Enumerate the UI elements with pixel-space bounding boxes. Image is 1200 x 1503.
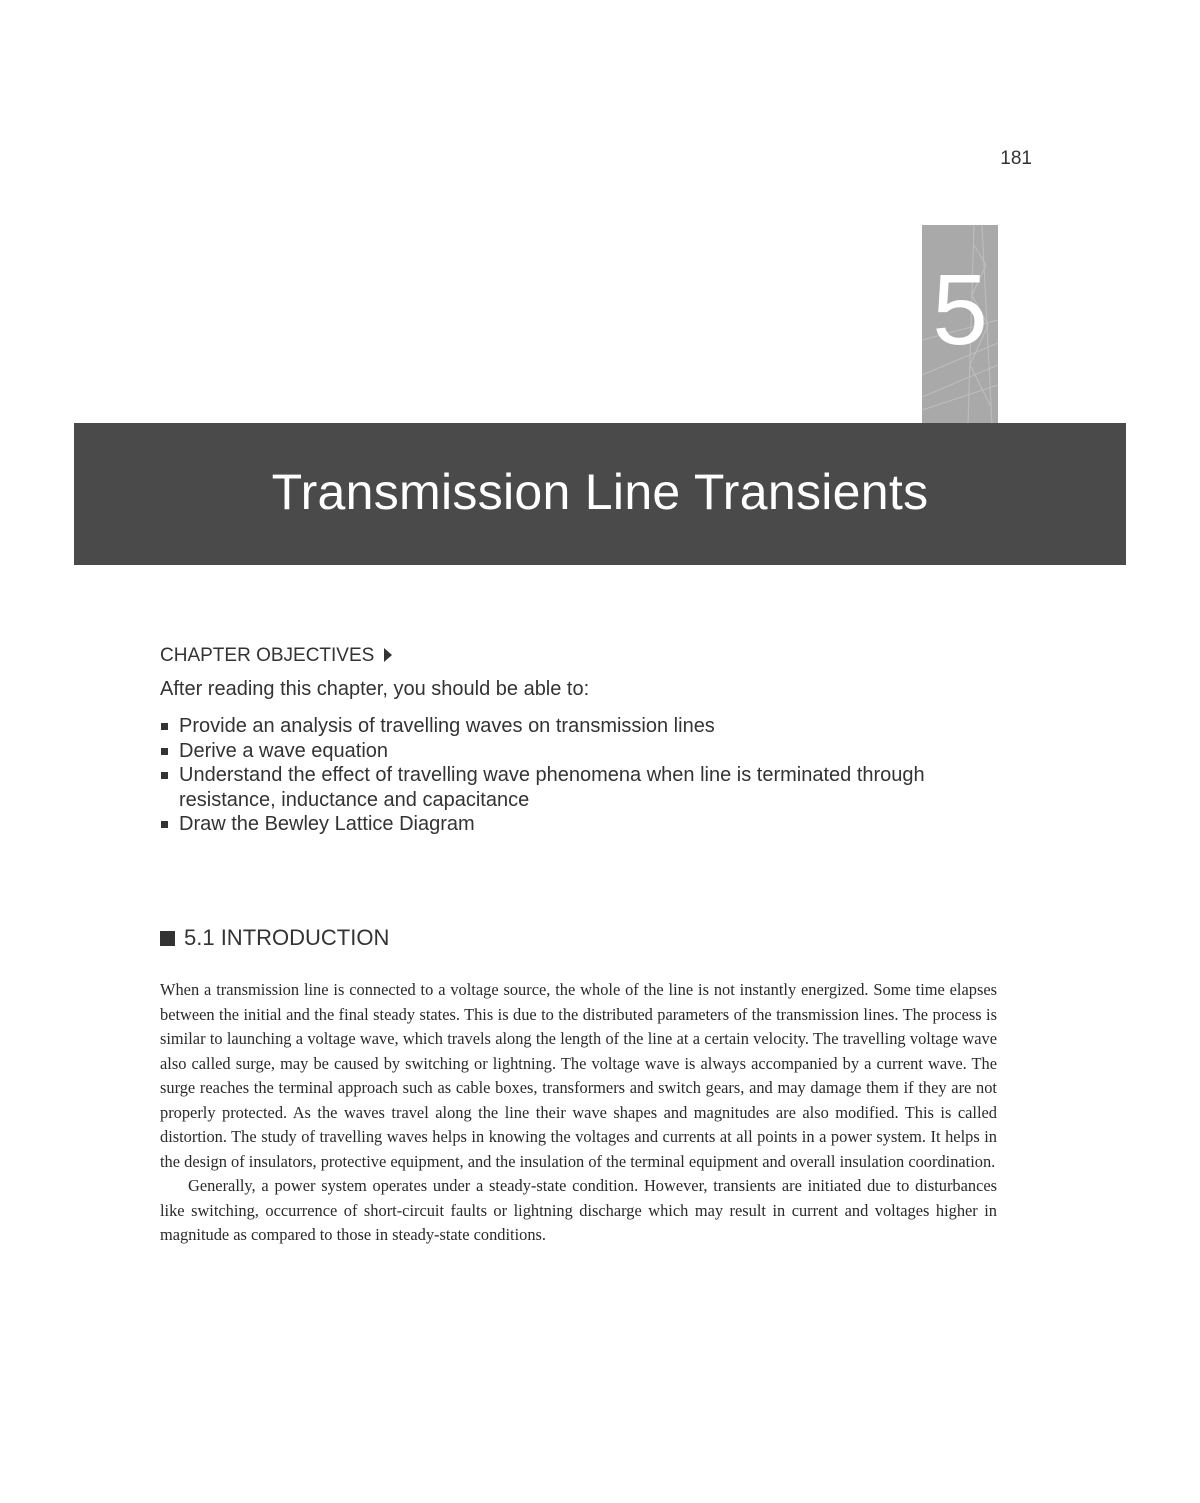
objectives-heading-text: CHAPTER OBJECTIVES — [160, 645, 375, 666]
chapter-number: 5 — [932, 254, 988, 366]
chapter-objectives — [160, 643, 1020, 837]
chapter-number-tab — [922, 225, 998, 425]
triangle-right-icon — [384, 648, 392, 662]
paragraph: Generally, a power system operates under a steady-state condition. However, transients are initiated due to disturbances like switching, occurrence of short-circuit faults or lightning discharge which may result in current and voltages higher in magnitude as compared to those in steady-state conditions. — [160, 1176, 997, 1244]
list-item — [160, 739, 1020, 764]
section-heading — [160, 925, 389, 951]
square-bullet-icon — [161, 772, 168, 779]
objectives-heading — [160, 643, 1020, 669]
list-item — [160, 763, 1020, 812]
list-item-text: Derive a wave equation — [179, 739, 389, 762]
paragraph: When a transmission line is connected to a voltage source, the whole of the line is not instantly energized. Some time elapses between the initial and the final steady states. This is due to the distributed parameters of the transmission lines. The process is similar to launching a voltage wave, which travels along the length of the line at a certain velocity. The travelling voltage wave also called surge, may be caused by switching or lightning. The voltage wave is always accompanied by a current wave. The surge reaches the terminal approach such as cable boxes, transformers and switch gears, and may damage them if they are not properly protected. As the waves travel along the line their wave shapes and magnitudes are also modified. This is called distortion. The study of travelling waves helps in knowing the voltages and currents at all points in a power system. It helps in the design of insulators, protective equipment, and the insulation of the terminal equipment and overall insulation coordination. — [160, 980, 997, 1171]
section-body — [160, 978, 997, 1248]
square-bullet-icon — [161, 723, 168, 730]
objectives-intro: After reading this chapter, you should be able to: — [160, 678, 590, 700]
page-number: 181 — [1000, 148, 1032, 169]
chapter-title: Transmission Line Transients — [271, 464, 929, 520]
section-heading-text: 5.1 INTRODUCTION — [184, 925, 390, 950]
list-item-text: Draw the Bewley Lattice Diagram — [179, 813, 475, 835]
list-item-text: Provide an analysis of travelling waves on transmission lines — [179, 715, 715, 737]
objectives-list — [160, 714, 1020, 837]
square-bullet-icon — [161, 821, 168, 828]
list-item — [160, 714, 1020, 739]
list-item-text: Understand the effect of travelling wave phenomena when line is terminated through resistance, inductance and capacitance — [179, 764, 925, 811]
list-item — [160, 812, 1020, 837]
square-marker-icon — [160, 931, 175, 946]
chapter-title-banner — [74, 423, 1126, 565]
square-bullet-icon — [161, 748, 168, 755]
